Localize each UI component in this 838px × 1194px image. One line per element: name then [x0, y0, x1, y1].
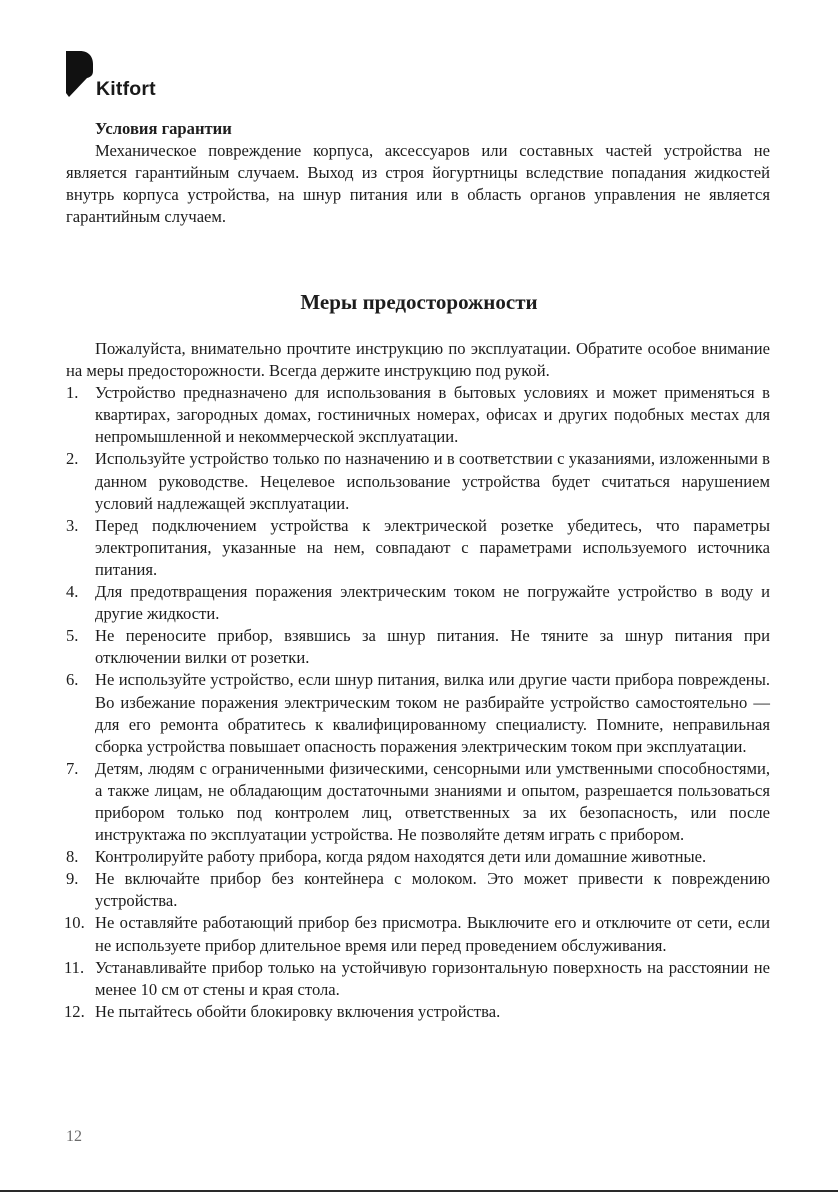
- precaution-number: 2.: [66, 449, 79, 469]
- precaution-number: 7.: [66, 758, 79, 778]
- precaution-text: Для предотвращения поражения электрическим током не погружайте устройство в воду и другие жидкости.: [95, 582, 770, 624]
- precaution-item: [66, 581, 770, 625]
- brand-logo: [66, 51, 176, 101]
- precaution-text: Устройство предназначено для использования в бытовых условиях и может применяться в квартирах, загородных домах, гостиничных номерах, офисах и других подобных местах для непромышленной и некоммерческой эксплуатации.: [95, 383, 770, 447]
- warranty-section: [66, 118, 770, 228]
- precaution-number: 8.: [66, 847, 79, 867]
- precaution-text: Используйте устройство только по назначению и в соответствии с указаниями, изложенными в данном руководстве. Нецелевое использование устройства будет считаться нарушением условий надлежащей эксплуатации.: [95, 449, 770, 513]
- precaution-item: [66, 1001, 770, 1023]
- precaution-item: [66, 515, 770, 581]
- bottom-divider: [0, 1190, 838, 1192]
- precautions-intro: Пожалуйста, внимательно прочтите инструкцию по эксплуатации. Обратите особое внимание на меры предосторожности. Всегда держите инструкцию под рукой.: [66, 339, 770, 381]
- kitfort-logo-icon: [66, 51, 94, 99]
- precaution-text: Устанавливайте прибор только на устойчивую горизонтальную поверхность на расстоянии не менее 10 см от стены и края стола.: [95, 957, 770, 999]
- precautions-section: [66, 338, 770, 1023]
- precaution-text: Не оставляйте работающий прибор без присмотра. Выключите его и отключите от сети, если не используете прибор длительное время или перед проведением обслуживания.: [95, 913, 770, 955]
- precaution-number: 10.: [64, 913, 85, 933]
- precaution-text: Не включайте прибор без контейнера с молоком. Это может привести к повреждению устройства.: [95, 869, 770, 911]
- precaution-item: [66, 669, 770, 757]
- precaution-number: 6.: [66, 670, 79, 690]
- brand-name: Kitfort: [96, 78, 156, 100]
- precaution-item: [66, 448, 770, 514]
- precaution-number: 3.: [66, 515, 79, 535]
- precaution-item: [66, 846, 770, 868]
- precaution-number: 11.: [64, 957, 85, 977]
- precaution-item: [66, 758, 770, 846]
- precautions-list: [66, 382, 770, 1023]
- precaution-number: 12.: [64, 1001, 85, 1021]
- precaution-text: Перед подключением устройства к электрической розетке убедитесь, что параметры электропитания, указанные на нем, совпадают с параметрами используемого источника питания.: [95, 515, 770, 579]
- precaution-item: [66, 912, 770, 956]
- warranty-text: Механическое повреждение корпуса, аксессуаров или составных частей устройства не является гарантийным случаем. Выход из строя йогуртницы вследствие попадания жидкостей внутрь корпуса устройства, на шнур питания или в область органов управления не является гарантийным случаем.: [66, 141, 770, 227]
- precaution-text: Не переносите прибор, взявшись за шнур питания. Не тяните за шнур питания при отключении вилки от розетки.: [95, 626, 770, 668]
- precaution-item: [66, 382, 770, 448]
- precaution-text: Контролируйте работу прибора, когда рядом находятся дети или домашние животные.: [95, 847, 707, 867]
- precaution-number: 9.: [66, 869, 79, 889]
- precaution-text: Не пытайтесь обойти блокировку включения устройства.: [95, 1001, 501, 1021]
- precaution-item: [66, 625, 770, 669]
- precaution-item: [66, 868, 770, 912]
- precaution-number: 5.: [66, 626, 79, 646]
- precaution-text: Не используйте устройство, если шнур питания, вилка или другие части прибора повреждены. Во избежание поражения электрическим током не разбирайте устройство самостоятельно — для его ремонта обратитесь к квалифицированному специалисту. Помните, неправильная сборка устройства повышает опасность поражения электрическим током при эксплуатации.: [95, 670, 770, 756]
- precaution-text: Детям, людям с ограниченными физическими, сенсорными или умственными способностями, а также лицам, не обладающим достаточными знаниями и опытом, разрешается пользоваться прибором только под контролем лиц, ответственных за их безопасность, или после инструктажа по эксплуатации устройства. Не позволяйте детям играть с прибором.: [95, 758, 770, 845]
- precaution-item: [66, 957, 770, 1001]
- precaution-number: 4.: [66, 582, 79, 602]
- precaution-number: 1.: [66, 383, 79, 403]
- precautions-title: Меры предосторожности: [300, 290, 538, 314]
- warranty-title: Условия гарантии: [95, 119, 232, 138]
- page-number: 12: [66, 1128, 82, 1145]
